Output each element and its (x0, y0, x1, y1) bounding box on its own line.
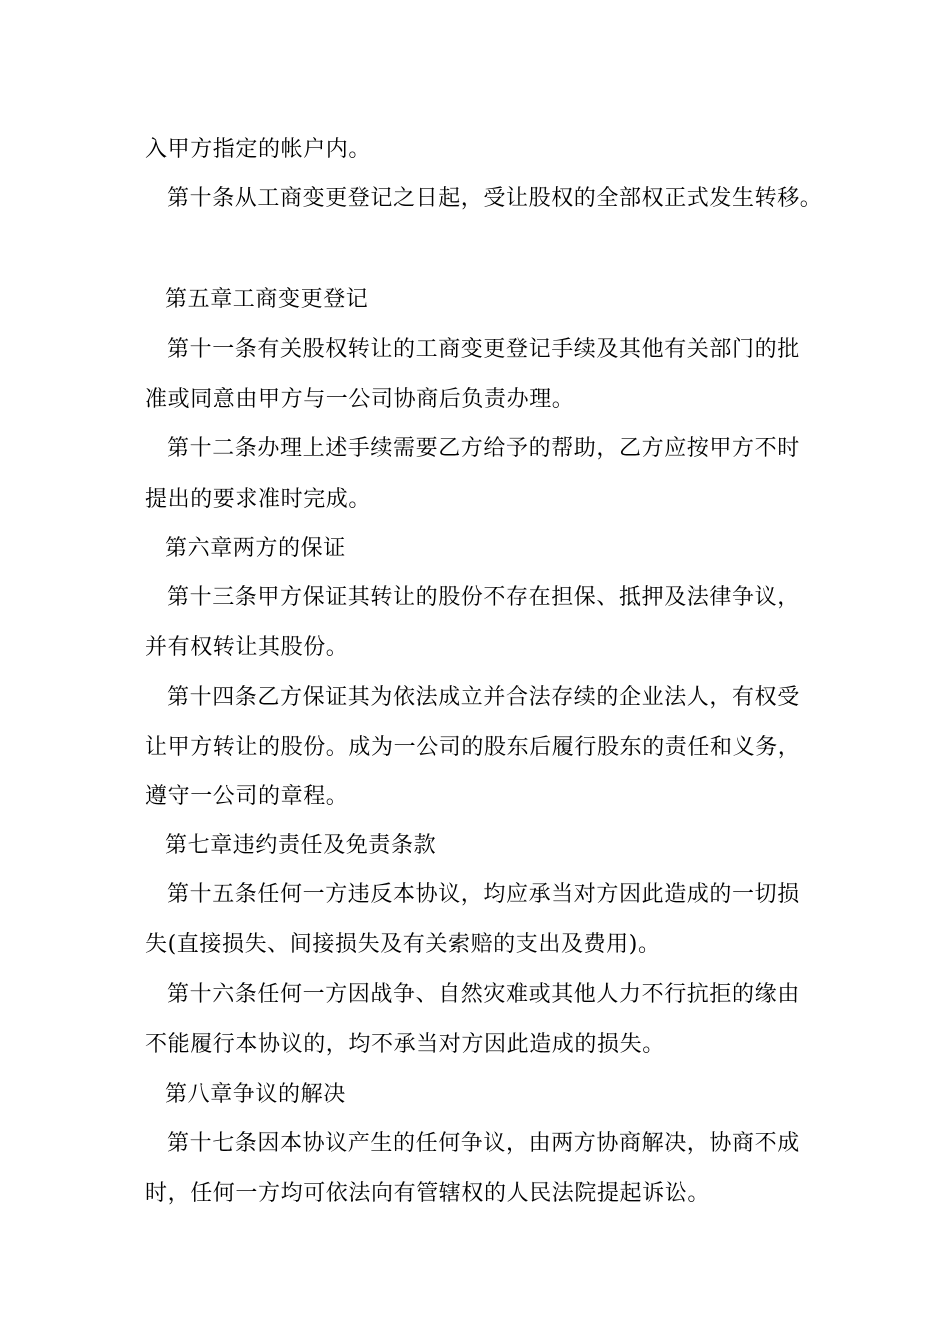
paragraph-line: 遵守一公司的章程。 (145, 784, 349, 809)
chapter-heading-5: 第五章工商变更登记 (165, 287, 369, 312)
paragraph-line: 准或同意由甲方与一公司协商后负责办理。 (145, 387, 575, 412)
paragraph-line: 入甲方指定的帐户内。 (145, 137, 372, 162)
article-14: 第十四条乙方保证其为依法成立并合法存续的企业法人，有权受 (167, 685, 800, 710)
article-17: 第十七条因本协议产生的任何争议，由两方协商解决，协商不成 (167, 1131, 800, 1156)
paragraph-line: 让甲方转让的股份。成为一公司的股东后履行股东的责任和义务， (145, 735, 801, 760)
article-13: 第十三条甲方保证其转让的股份不存在担保、抵押及法律争议， (167, 585, 800, 610)
article-12: 第十二条办理上述手续需要乙方给予的帮助，乙方应按甲方不时 (167, 436, 800, 461)
paragraph-line: 时，任何一方均可依法向有管辖权的人民法院提起诉讼。 (145, 1181, 711, 1206)
chapter-heading-7: 第七章违约责任及免责条款 (165, 833, 437, 858)
article-11: 第十一条有关股权转让的工商变更登记手续及其他有关部门的批 (167, 337, 800, 362)
paragraph-line: 并有权转让其股份。 (145, 635, 349, 660)
paragraph-line: 不能履行本协议的，均不承当对方因此造成的损失。 (145, 1032, 665, 1057)
article-10: 第十条从工商变更登记之日起，受让股权的全部权正式发生转移。 (167, 186, 823, 211)
paragraph-line: 提出的要求准时完成。 (145, 487, 372, 512)
article-15: 第十五条任何一方违反本协议，均应承当对方因此造成的一切损 (167, 882, 800, 907)
article-16: 第十六条任何一方因战争、自然灾难或其他人力不行抗拒的缘由 (167, 982, 800, 1007)
chapter-heading-6: 第六章两方的保证 (165, 536, 346, 561)
paragraph-line: 失(直接损失、间接损失及有关索赔的支出及费用)。 (145, 932, 661, 957)
chapter-heading-8: 第八章争议的解决 (165, 1082, 346, 1107)
